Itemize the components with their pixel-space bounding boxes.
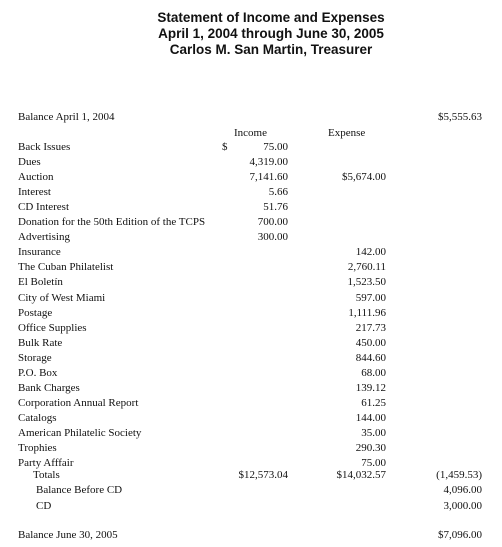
expense-amount: 61.25 (361, 396, 386, 409)
income-amount: 75.00 (263, 141, 288, 153)
statement-period: April 1, 2004 through June 30, 2005 (158, 26, 384, 41)
row-label: Insurance (18, 246, 61, 259)
expense-amount: 450.00 (355, 336, 386, 349)
expense-amount: $5,674.00 (342, 171, 386, 184)
table-row (0, 336, 502, 351)
row-label: Storage (18, 351, 52, 364)
income-column-header: Income (234, 127, 267, 139)
row-label: Party Afffair (18, 457, 74, 470)
opening-balance-amount: $5,555.63 (438, 111, 482, 123)
closing-balance-label: Balance June 30, 2005 (18, 529, 118, 541)
row-label: Advertising (18, 231, 70, 244)
opening-balance-row (0, 110, 502, 125)
cd-label: CD (36, 500, 52, 512)
row-label: CD Interest (18, 201, 70, 214)
expense-amount: 68.00 (361, 366, 386, 379)
table-row (0, 426, 502, 441)
table-row (0, 155, 502, 170)
table-row (0, 396, 502, 411)
expense-column-header: Expense (328, 127, 366, 139)
row-label: P.O. Box (18, 366, 58, 379)
table-row (0, 351, 502, 366)
row-label: Interest (18, 186, 51, 199)
treasurer-name: Carlos M. San Martin, Treasurer (169, 42, 373, 57)
cd-row (0, 499, 502, 514)
row-label: Donation for the 50th Edition of the TCPS (18, 216, 206, 229)
table-row (0, 215, 502, 230)
statement-header (0, 10, 502, 58)
net-total: (1,459.53) (436, 469, 482, 481)
row-label: Postage (18, 306, 53, 319)
table-row (0, 170, 502, 185)
table-row (0, 275, 502, 290)
expense-amount: 597.00 (355, 291, 386, 304)
expense-amount: 75.00 (361, 457, 386, 470)
totals-row (0, 468, 502, 483)
expense-amount: 139.12 (355, 381, 386, 394)
row-label: City of West Miami (18, 291, 106, 304)
statement-title: Statement of Income and Expenses (157, 10, 385, 25)
row-label: Catalogs (18, 411, 57, 424)
income-amount: 300.00 (257, 231, 288, 244)
row-label: Dues (18, 156, 41, 169)
income-amount: 4,319.00 (249, 156, 288, 169)
expense-amount: 144.00 (355, 411, 386, 424)
income-amount: 7,141.60 (249, 171, 288, 184)
table-row (0, 230, 502, 245)
expense-amount: 1,523.50 (347, 276, 386, 289)
row-label: Office Supplies (18, 321, 87, 334)
expense-amount: 290.30 (355, 442, 386, 454)
table-row (0, 381, 502, 396)
row-label: Auction (18, 171, 54, 184)
row-label: Bank Charges (18, 381, 80, 394)
row-label: Trophies (18, 442, 57, 454)
table-row (0, 411, 502, 426)
table-row (0, 306, 502, 321)
table-row (0, 366, 502, 381)
table-row (0, 291, 502, 306)
balance-before-cd-label: Balance Before CD (36, 484, 123, 496)
expense-amount: 2,760.11 (347, 261, 386, 274)
balance-before-cd-amount: 4,096.00 (443, 484, 482, 496)
income-amount: 700.00 (257, 216, 288, 229)
expense-amount: 217.73 (355, 321, 386, 334)
expense-amount: 142.00 (355, 246, 386, 259)
totals-label: Totals (33, 469, 60, 481)
table-row (0, 185, 502, 200)
table-row (0, 245, 502, 260)
row-label: The Cuban Philatelist (18, 261, 114, 274)
expense-amount: 844.60 (355, 351, 386, 364)
dollar-sign: $ (222, 141, 228, 153)
row-label: Back Issues (18, 141, 71, 153)
table-row (0, 260, 502, 275)
closing-balance-row (0, 528, 502, 543)
table-row (0, 200, 502, 215)
expense-amount: 35.00 (361, 426, 386, 439)
total-income: $12,573.04 (238, 469, 288, 481)
balance-before-cd-row (0, 483, 502, 498)
row-label: American Philatelic Society (18, 426, 142, 439)
row-label: El Boletín (18, 276, 63, 289)
closing-balance-amount: $7,096.00 (438, 529, 482, 541)
income-amount: 5.66 (268, 186, 288, 199)
income-amount: 51.76 (263, 201, 288, 214)
row-label: Bulk Rate (18, 336, 63, 349)
table-row (0, 140, 502, 155)
total-expense: $14,032.57 (336, 469, 386, 481)
cd-amount: 3,000.00 (443, 500, 482, 512)
expense-amount: 1,111.96 (348, 306, 386, 319)
table-row (0, 321, 502, 336)
opening-balance-label: Balance April 1, 2004 (18, 111, 115, 123)
row-label: Corporation Annual Report (18, 396, 139, 409)
table-row (0, 441, 502, 456)
